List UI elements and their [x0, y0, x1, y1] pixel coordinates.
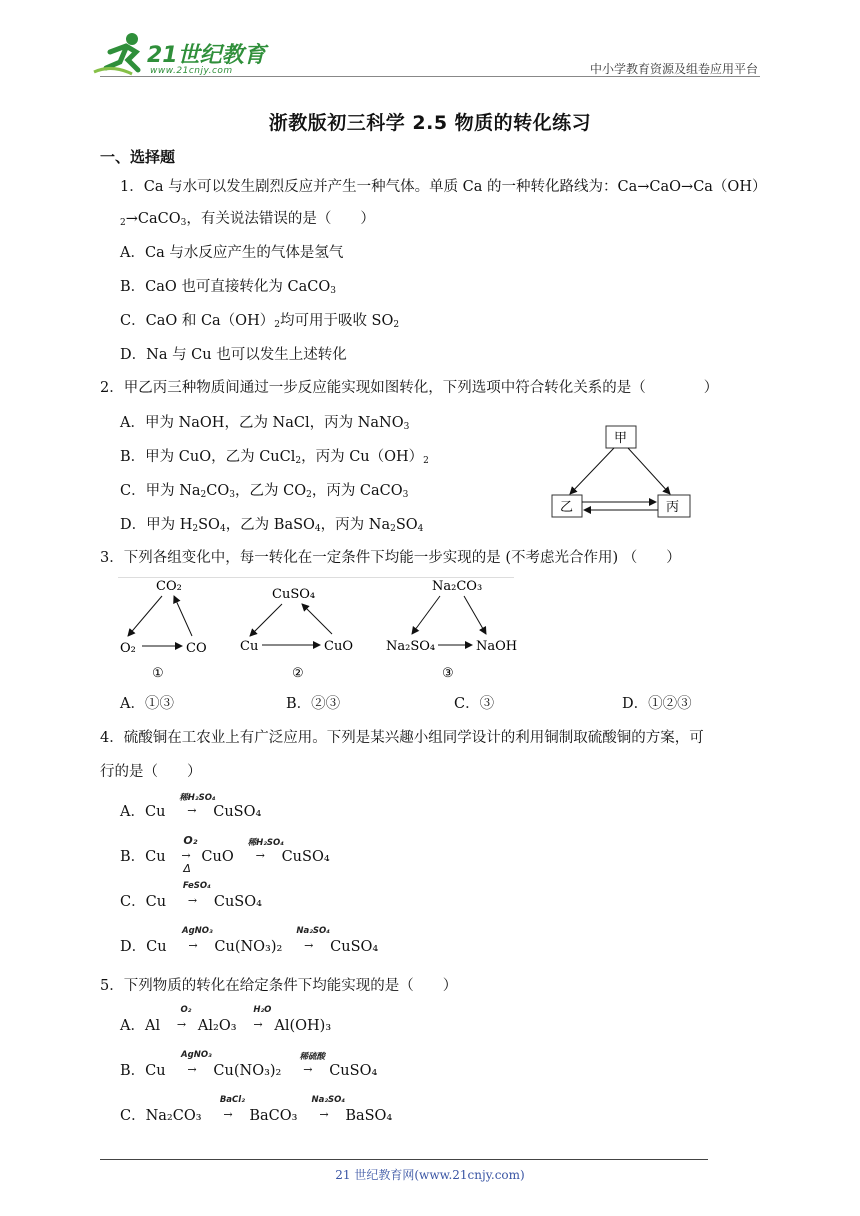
reaction-arrow: FeSO₄ →: [182, 881, 211, 907]
platform-name: 中小学教育资源及组卷应用平台: [589, 62, 758, 76]
q1-stem-line2: $_2$→CaCO$_3$，有关说法错误的是（ ）: [120, 211, 375, 228]
q3-diagrams: [112, 576, 532, 684]
q1-option-a[interactable]: A．Ca 与水反应产生的气体是氢气: [120, 245, 344, 261]
section-heading: 一、选择题: [100, 148, 176, 166]
q3-diagram-2: [240, 587, 353, 681]
q3-option-c[interactable]: C．③: [454, 696, 495, 712]
q3-stem: 3．下列各组变化中，每一转化在一定条件下均能一步实现的是 (不考虑光合作用) （ ）: [100, 550, 681, 566]
q3-d3-left: Na₂SO₄: [386, 639, 436, 654]
reaction-arrow: AgNO₃ →: [182, 926, 213, 952]
reaction-arrow: 稀硫酸 →: [299, 1052, 325, 1076]
reaction-arrow: O₂ → Δ: [181, 834, 198, 875]
q4-option-d[interactable]: D．Cu AgNO₃ → Cu(NO₃)₂ Na₂SO₄ → CuSO₄: [120, 926, 379, 955]
q3-d2-arrow-top-left: [250, 604, 282, 636]
reaction-arrow: 稀H₂SO₄ →: [179, 793, 216, 817]
q3-d2-num: ②: [292, 666, 304, 681]
q3-d1-left: O₂: [120, 641, 136, 656]
reaction-arrow: AgNO₃ →: [181, 1050, 212, 1076]
q2-arrow-top-left: [570, 448, 614, 494]
q3-diagram-1: [120, 579, 207, 681]
q5-option-a[interactable]: A．Al O₂ → Al₂O₃ H₂O → Al(OH)₃: [120, 1005, 332, 1034]
q2-label-top: 甲: [614, 431, 628, 446]
q1-option-b[interactable]: B．CaO 也可直接转化为 CaCO$_3$: [120, 279, 336, 296]
reaction-arrow: Na₂SO₄ →: [311, 1095, 346, 1121]
q1-option-c[interactable]: C．CaO 和 $Ca(OH)_2$均可用于吸收 $SO_2$: [120, 313, 400, 330]
q1-stem-line1: 1．Ca 与水可以发生剧烈反应并产生一种气体。单质 Ca 的一种转化路线为：Ca→CaO→Ca（OH）: [120, 179, 767, 195]
q2-diagram: [548, 424, 694, 520]
q3-d3-right: NaOH: [476, 639, 518, 654]
q3-d2-right: CuO: [324, 639, 353, 654]
q4-option-b[interactable]: B．Cu O₂ → Δ CuO 稀H₂SO₄ → CuSO₄: [120, 834, 330, 875]
q4-option-c[interactable]: C．Cu FeSO₄ → CuSO₄: [120, 881, 262, 910]
q3-d1-arrow-right-top: [174, 596, 192, 636]
q3-d2-arrow-right-top: [302, 604, 332, 634]
q3-d1-num: ①: [152, 666, 164, 681]
q3-d1-top: CO₂: [156, 579, 182, 594]
reaction-arrow: H₂O →: [253, 1005, 272, 1031]
q1-option-d[interactable]: D．Na 与 Cu 也可以发生上述转化: [120, 347, 347, 363]
q2-option-d[interactable]: D．甲为 $H_2SO_4$，乙为 BaSO$_4$，丙为 $Na_2SO_4$: [120, 517, 424, 534]
q2-arrow-top-right: [628, 448, 670, 494]
header-divider: [100, 76, 760, 77]
q2-option-b[interactable]: B．甲为 CuO，乙为 CuCl$_2$，丙为 $Cu(OH)_2$: [120, 449, 429, 466]
q3-d2-top: CuSO₄: [272, 587, 316, 602]
q5-stem: 5．下列物质的转化在给定条件下均能实现的是（ ）: [100, 978, 458, 994]
q5-option-b[interactable]: B．Cu AgNO₃ → Cu(NO₃)₂ 稀硫酸 → CuSO₄: [120, 1050, 378, 1079]
q4-stem-line1: 4．硫酸铜在工农业上有广泛应用。下列是某兴趣小组同学设计的利用铜制取硫酸铜的方案，可: [100, 730, 704, 746]
q3-option-a[interactable]: A．①③: [120, 696, 174, 712]
reaction-arrow: O₂ →: [176, 1005, 192, 1031]
q2-option-a[interactable]: A．甲为 NaOH，乙为 NaCl，丙为 NaNO$_3$: [120, 415, 410, 432]
q3-d2-left: Cu: [240, 639, 259, 654]
q4-stem-line2: 行的是（ ）: [100, 764, 202, 780]
page-title: 浙教版初三科学 2.5 物质的转化练习: [268, 112, 592, 134]
footer-divider: [100, 1159, 708, 1160]
q3-option-d[interactable]: D．①②③: [622, 696, 692, 712]
q3-option-b[interactable]: B．②③: [286, 696, 341, 712]
logo: [92, 30, 267, 78]
q2-label-left: 乙: [560, 500, 574, 515]
footer-text[interactable]: 21 世纪教育网(www.21cnjy.com): [335, 1168, 525, 1182]
q3-d1-right: CO: [186, 641, 207, 656]
q2-stem: 2．甲乙丙三种物质间通过一步反应能实现如图转化，下列选项中符合转化关系的是（ ）: [100, 380, 719, 396]
q3-d3-top: Na₂CO₃: [432, 579, 483, 594]
q5-option-c[interactable]: C．Na₂CO₃ BaCl₂ → BaCO₃ Na₂SO₄ → BaSO₄: [120, 1095, 393, 1124]
q3-d3-arrow-top-right: [464, 596, 486, 634]
reaction-arrow: Na₂SO₄ →: [296, 926, 330, 952]
q3-d3-num: ③: [442, 666, 454, 681]
q3-d1-arrow-top-left: [128, 596, 162, 636]
reaction-arrow: 稀H₂SO₄ →: [247, 838, 284, 862]
reaction-arrow: BaCl₂ →: [219, 1095, 245, 1121]
logo-text: 21世纪教育: [147, 43, 266, 68]
runner-logo-icon: [92, 30, 152, 76]
q3-diagram-3: [386, 579, 517, 681]
q2-label-right: 丙: [666, 500, 680, 515]
logo-url: www.21cnjy.com: [150, 66, 233, 76]
q2-option-c[interactable]: C．甲为 $Na_2CO_3$，乙为 $CO_2$，丙为 CaCO$_3$: [120, 483, 409, 500]
q3-d3-arrow-top-left: [412, 596, 440, 634]
q4-option-a[interactable]: A．Cu 稀H₂SO₄ → CuSO₄: [120, 793, 262, 820]
